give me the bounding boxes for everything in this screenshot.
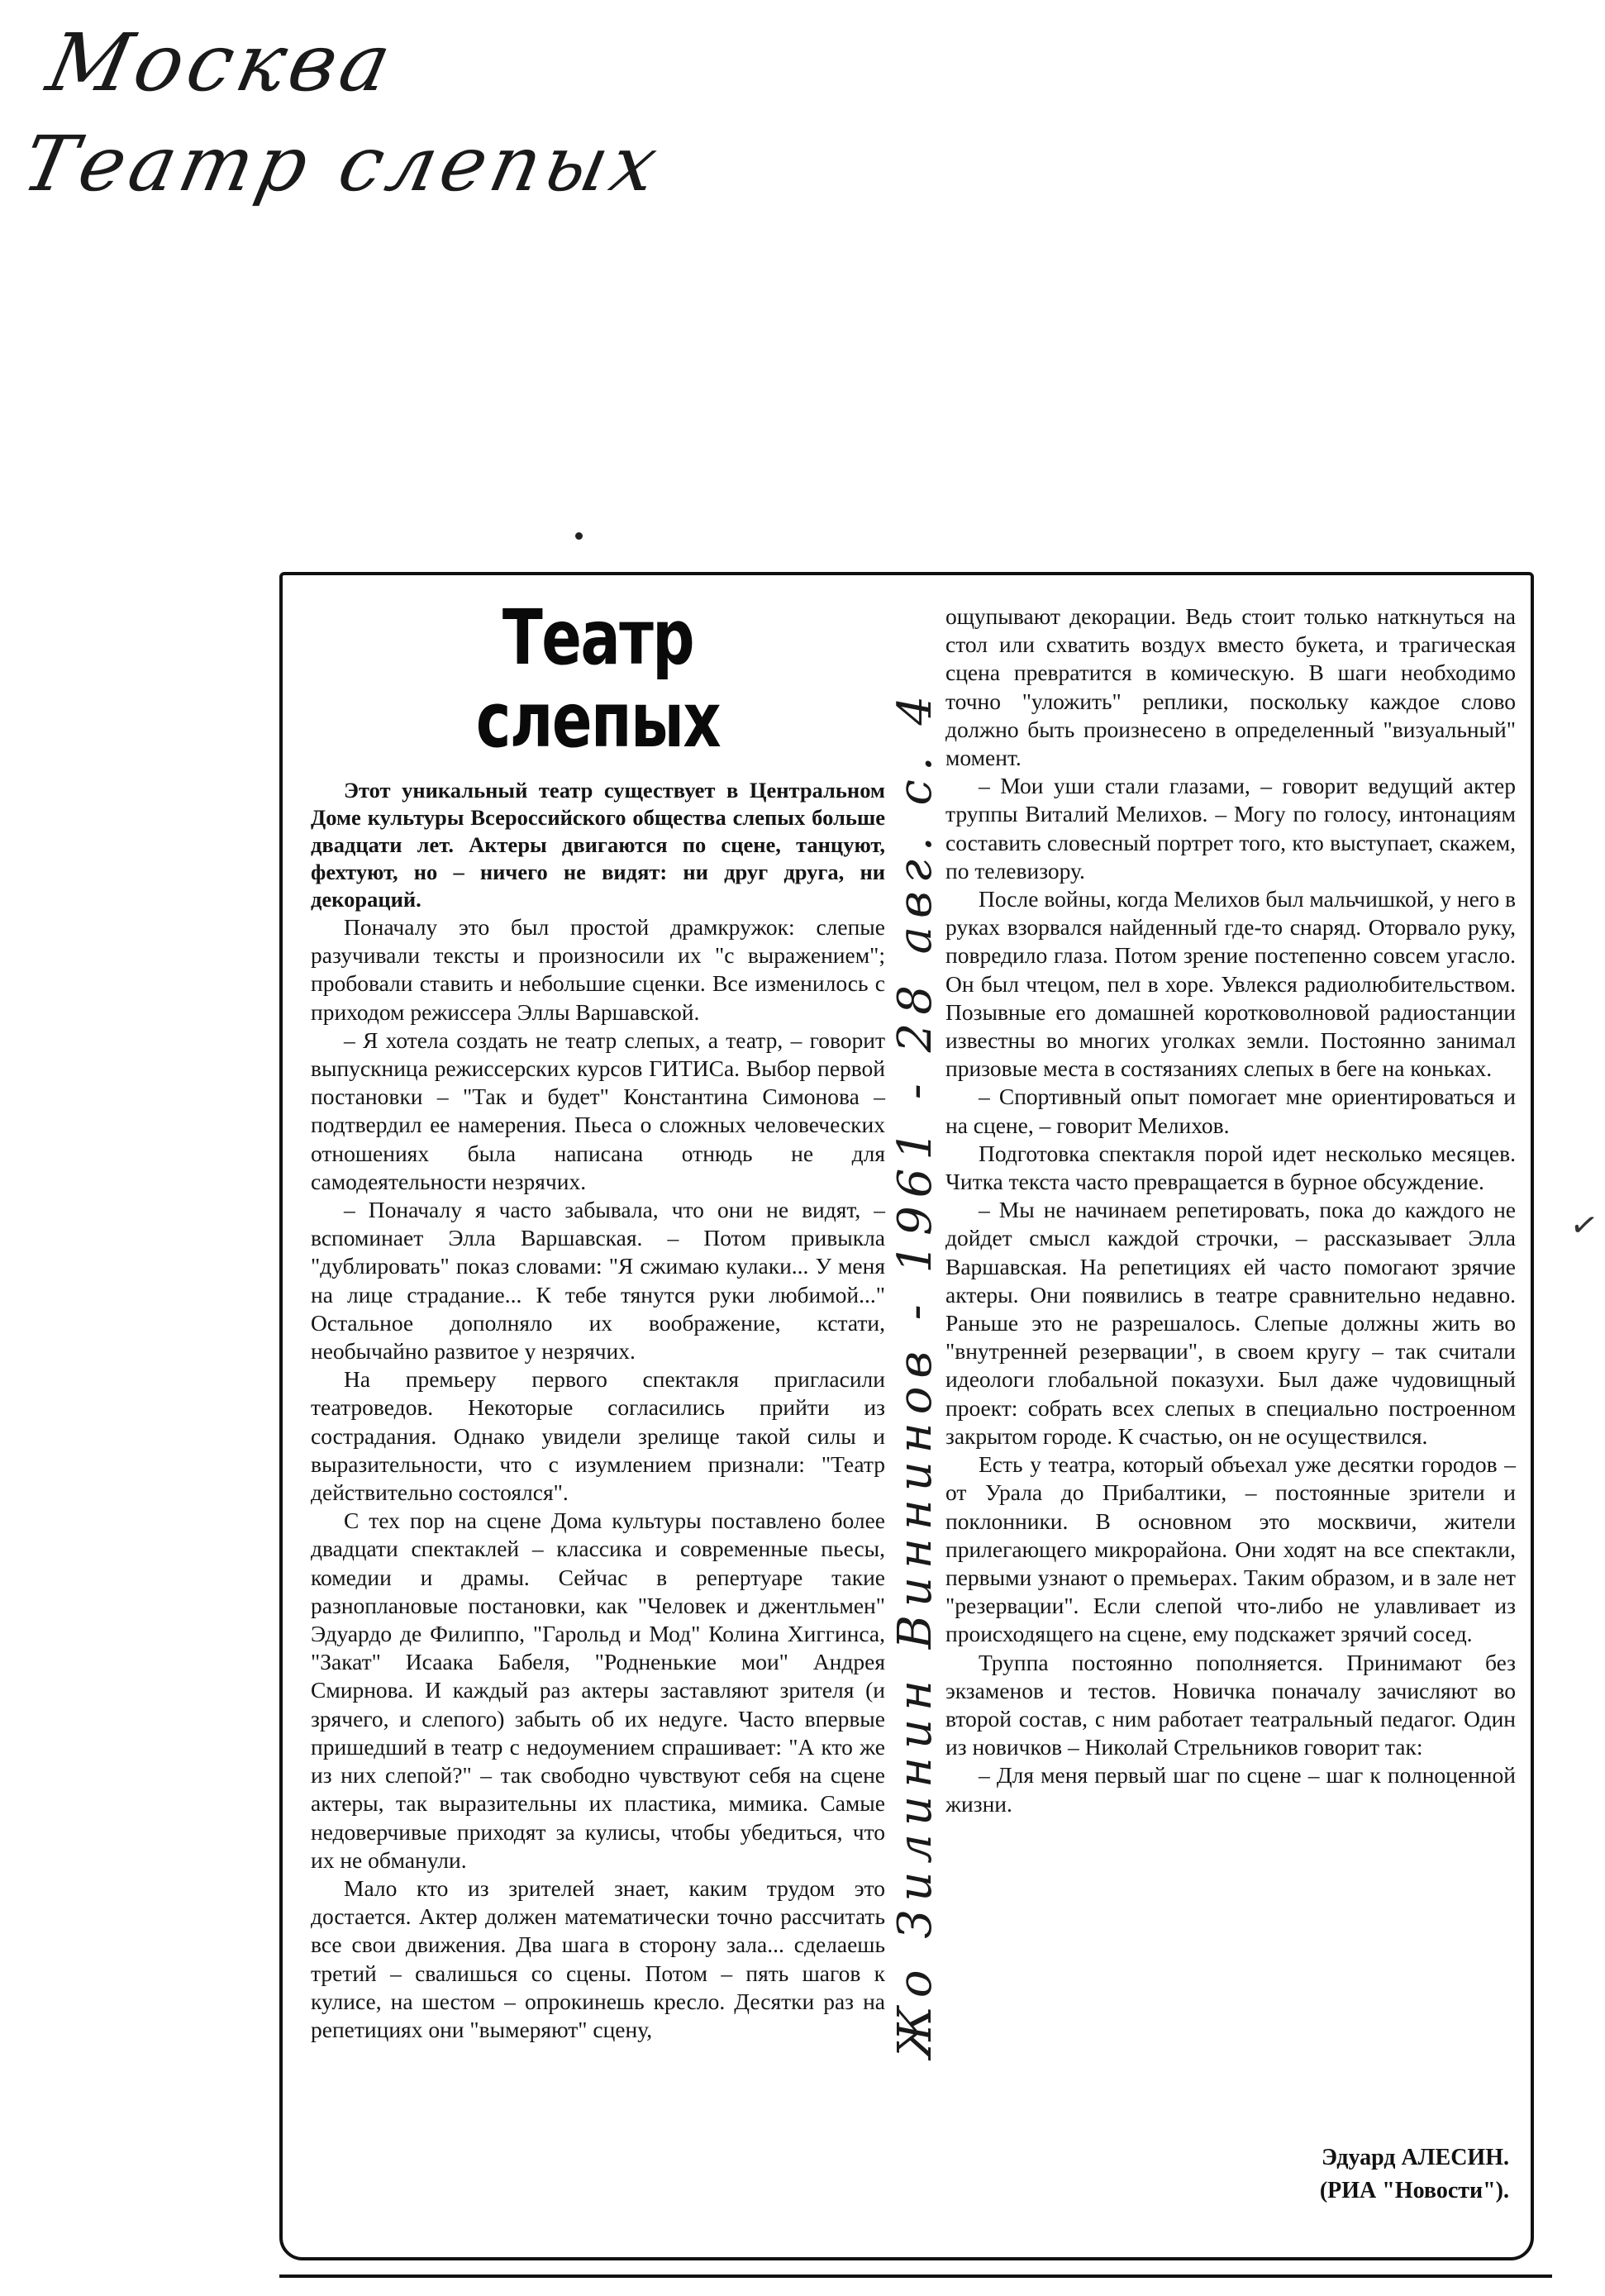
article-paragraph: С тех пор на сцене Дома культуры поставлено более двадцати спектаклей – классика и современные пьесы, комедии и драмы. Сейчас в репертуаре такие разноплановые постановки, как "Человек и джентльмен" Эдуардо де Филиппо, "Гарольд и Мод" Колина Хиггинса, "Закат" Исаака Бабеля, "Родненькие мои" Андрея Смирнова. И каждый раз актеры заставляют зрителя (и зрячего, и слепого) забыть об их недуге. Часто впервые пришедший в театр с недоумением спрашивает: "А кто же из них слепой?" – так свободно чувствуют себя на сцене актеры, так выразительны их пластика, мимика. Самые недоверчивые приходят за кулисы, чтобы убедиться, что их не обманули.	[311, 1508, 885, 1873]
article-paragraph: Подготовка спектакля порой идет несколько месяцев. Читка текста часто превращается в бурное обсуждение.	[945, 1140, 1516, 1195]
article-paragraph: Есть у театра, который объехал уже десятки городов – от Урала до Прибалтики, – постоянные зрители и поклонники. В основном это москвичи, жители прилегающего микрорайона. Они ходят на все спектакли, первыми узнают о премьерах. Таким образом, и в зале нет "резервации". Если слепой что-либо не улавливает из происходящего на сцене, ему подскажет зрячий сосед.	[945, 1451, 1516, 1647]
article-paragraph: – Для меня первый шаг по сцене – шаг к полноценной жизни.	[945, 1762, 1516, 1817]
handwritten-margin-note: Жо Зилинин Виннинов - 1961 - 28 авг. с. 4	[888, 687, 942, 2058]
article-paragraph: – Мои уши стали глазами, – говорит ведущий актер труппы Виталий Мелихов. – Могу по голосу, интонациям составить словесный портрет того, кто выступает, скажем, по телевизору.	[945, 773, 1516, 884]
article-lead: Этот уникальный театр существует в Центральном Доме культуры Всероссийского общества слепых больше двадцати лет. Актеры двигаются по сцене, танцуют, фехтуют, но – ничего не видят: ни друг друга, ни декораций.	[311, 778, 885, 912]
article-paragraph: Труппа постоянно пополняется. Принимают без экзаменов и тестов. Новичка поначалу зачисляют во второй состав, с ним работает театральный педагог. Один из новичков – Николай Стрельников говорит так:	[945, 1649, 1516, 1760]
article-paragraph: – Поначалу я часто забывала, что они не видят, – вспоминает Элла Варшавская. – Потом привыкла "дублировать" показ словами: "Я сжимаю кулаки... У меня на лице страдание... К тебе тянутся руки любимой..." Остальное дополняло их воображение, кстати, необычайно развитое у незрячих.	[311, 1197, 885, 1365]
article-paragraph: Поначалу это был простой драмкружок: слепые разучивали тексты и произносили их "с выражением"; пробовали ставить и небольшие сценки. Все изменилось с приходом режиссера Эллы Варшавской.	[311, 914, 885, 1025]
article-column-left	[311, 587, 885, 2044]
article-paragraph: ощупывают декорации. Ведь стоит только наткнуться на стол или схватить воздух вместо букета, и трагическая сцена превратится в комическую. В шаги необходимо точно "уложить" реплики, поскольку каждое слово должно быть произнесено в определенный "визуальный" момент.	[945, 603, 1516, 771]
byline-author: Эдуард АЛЕСИН.	[1322, 2145, 1509, 2170]
article-paragraph: Мало кто из зрителей знает, каким трудом это достается. Актер должен математически точно рассчитать все свои движения. Два шага в сторону зала... сделаешь третий – свалишься со сцены. Потом – пять шагов к кулисе, на шестом – опрокинешь кресло. Десятки раз на репетициях они "вымеряют" сцену,	[311, 1874, 885, 2042]
ink-dot	[575, 532, 583, 540]
handwritten-subject-note: Театр слепых	[15, 120, 670, 208]
clipping-bottom-rule	[279, 2275, 1552, 2278]
byline-agency: (РИА "Новости").	[1319, 2178, 1509, 2203]
article-paragraph: После войны, когда Мелихов был мальчишкой, у него в руках взорвался найденный где-то снаряд. Оторвало руку, повредило глаза. Потом зрение постепенно совсем угасло. Он был чтецом, пел в хоре. Увлекся радиолюбительством. Позывные его домашней коротковолновой радиостанции известны во многих уголках земли. Постоянно занимал призовые места в состязаниях слепых в беге на коньках.	[945, 886, 1516, 1082]
article-paragraph: – Я хотела создать не театр слепых, а театр, – говорит выпускница режиссерских курсов ГИТИСа. Выбор первой постановки – "Так и будет" Константина Симонова – подтвердил ее намерения. Пьеса о сложных человеческих отношениях была написана отнюдь не для самодеятельности незрячих.	[311, 1027, 885, 1194]
article-paragraph: – Спортивный опыт помогает мне ориентироваться и на сцене, – говорит Мелихов.	[945, 1084, 1516, 1138]
article-paragraph: На премьеру первого спектакля пригласили театроведов. Некоторые согласились прийти из сострадания. Однако увидели зрелище такой силы и выразительности, что с изумлением признали: "Театр действительно состоялся".	[311, 1366, 885, 1506]
article-paragraph: – Мы не начинаем репетировать, пока до каждого не дойдет смысл каждой строчки, – рассказывает Элла Варшавская. На репетициях ей часто помогают зрячие актеры. Они появились в театре сравнительно недавно. Раньше это не разрешалось. Слепые должны жить во "внутренней резервации", в своем кругу – так считали идеологи глобальной показухи. Был даже чудовищный проект: собрать всех слепых в специально построенном закрытом городе. К счастью, он не осуществился.	[945, 1197, 1516, 1449]
check-mark-icon: ✓	[1567, 1204, 1602, 1247]
article-column-right	[945, 603, 1516, 1818]
handwritten-city-note: Москва	[40, 17, 404, 109]
article-byline	[1320, 2141, 1509, 2208]
article-title: Театр слепых	[475, 593, 721, 765]
